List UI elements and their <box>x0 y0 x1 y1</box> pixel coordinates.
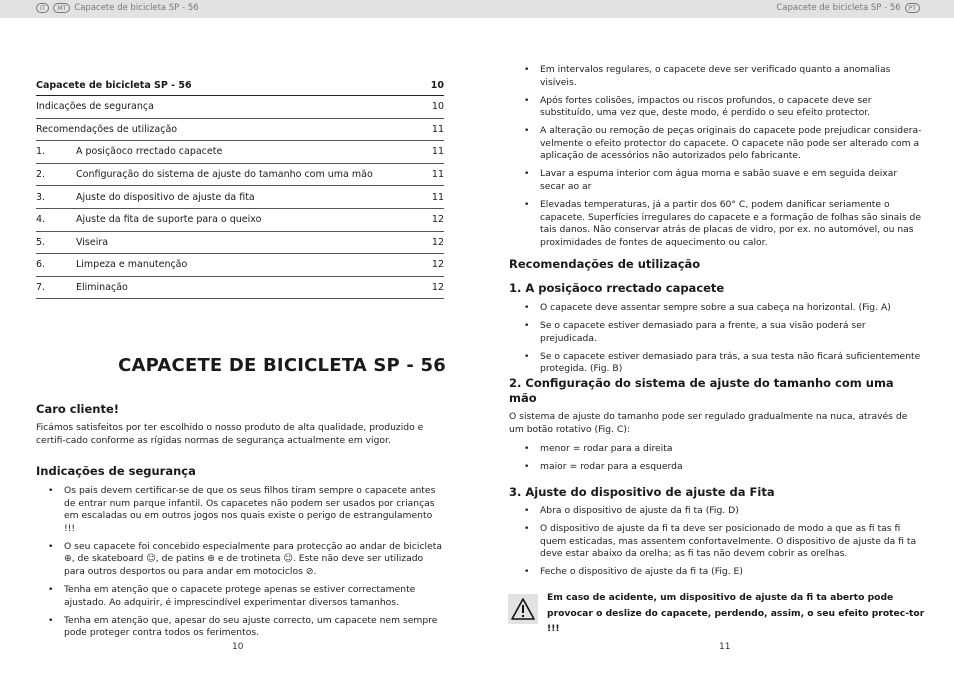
toc-row[interactable] <box>36 277 444 300</box>
toc-label: Viseira <box>76 236 109 248</box>
toc-page: 12 <box>431 259 444 271</box>
toc-num: 4. <box>36 214 46 226</box>
warning-text: Em caso de acidente, um dispositivo de ajuste da fi ta aberto pode provocar o deslize do capacete, perdendo, assim, o seu efeito protec-tor !!! <box>547 592 925 634</box>
section-2-text: O sistema de ajuste do tamanho pode ser regulado gradualmente na nuca, através de um botão rotativo (Fig. C): <box>509 411 908 435</box>
list-item: • menor = rodar para a direita <box>508 443 922 456</box>
list-item: • O capacete deve assentar sempre sobre a sua cabeça na horizontal. (Fig. A) <box>508 302 922 315</box>
section-3-list <box>508 505 922 584</box>
header-right-title: Capacete de bicicleta SP - 56 <box>776 3 901 13</box>
toc-row[interactable] <box>36 254 444 277</box>
toc-title: Capacete de bicicleta SP - 56 <box>36 80 192 91</box>
toc-page: 11 <box>431 123 444 135</box>
language-badge-it: IT <box>36 3 49 13</box>
toc-num: 2. <box>36 169 46 181</box>
language-badge-mt: MT <box>53 3 70 13</box>
warning-triangle-icon <box>508 594 538 624</box>
toc-label: Recomendações de utilização <box>36 123 178 135</box>
list-item: • Feche o dispositivo de ajuste da fi ta (Fig. E) <box>508 566 922 579</box>
toc-label: Eliminação <box>76 282 128 294</box>
toc-row[interactable] <box>36 209 444 232</box>
list-item: • Em intervalos regulares, o capacete deve ser verificado quanto a anomalias visíveis. <box>508 64 922 89</box>
list-item: • Elevadas temperaturas, já a partir dos 60° C, podem danificar seriamente o capacete. Superfícies irregulares do capacete e a formação de folhas são sinais de tais danos. Não conservar atrás de placas de vidro, por ex. no automóvel, ou nas proximidades de fontes de aquecimento ou calor. <box>508 199 922 249</box>
toc-page: 11 <box>431 169 444 181</box>
section-1-list <box>508 302 922 381</box>
toc-label: A posiçãoco rrectado capacete <box>76 146 223 158</box>
language-badge-pt: PT <box>905 3 920 13</box>
list-item: • Abra o dispositivo de ajuste da fi ta (Fig. D) <box>508 505 922 518</box>
page-number-right: 11 <box>719 642 731 652</box>
safety-list <box>32 485 444 645</box>
usage-heading: Recomendações de utilização <box>509 257 701 271</box>
section-1-heading: 1. A posiçãoco rrectado capacete <box>509 281 725 295</box>
toc-page: 12 <box>431 214 444 226</box>
list-item: • Se o capacete estiver demasiado para trás, a sua testa não ficará suficientemente protegida. (Fig. B) <box>508 351 922 376</box>
toc-row[interactable] <box>36 164 444 187</box>
list-item: • Lavar a espuma interior com água morna e sabão suave e em seguida deixar secar ao ar <box>508 168 922 193</box>
toc-page: 11 <box>431 191 444 203</box>
list-item: • Após fortes colisões, impactos ou riscos profundos, o capacete deve ser substituído, uma vez que, deste modo, é perdido o seu efeito protector. <box>508 95 922 120</box>
toc-num: 6. <box>36 259 46 271</box>
list-item: • O seu capacete foi concebido especialmente para protecção ao andar de bicicleta ⊕, de skateboard ☺, de patins ⊛ e de trotineta ☺. Este não deve ser utilizado para outros desportos ou para andar em motociclos ⊘. <box>32 541 444 579</box>
header-left-title: Capacete de bicicleta SP - 56 <box>74 3 199 13</box>
toc-page: 12 <box>431 282 444 294</box>
toc-label: Limpeza e manutenção <box>76 259 188 271</box>
toc-label: Ajuste do dispositivo de ajuste da fita <box>76 191 255 203</box>
list-item: • maior = rodar para a esquerda <box>508 461 922 474</box>
toc-row[interactable] <box>36 141 444 164</box>
toc-label: Configuração do sistema de ajuste do tamanho com uma mão <box>76 169 373 181</box>
toc-row[interactable] <box>36 119 444 142</box>
toc-row[interactable] <box>36 232 444 255</box>
toc-num: 7. <box>36 282 46 294</box>
toc-num: 3. <box>36 191 46 203</box>
toc-page: 11 <box>431 146 444 158</box>
list-item: • Tenha em atenção que, apesar do seu ajuste correcto, um capacete nem sempre pode proteger contra todos os ferimentos. <box>32 615 444 640</box>
toc-row[interactable] <box>36 186 444 209</box>
toc-page: 10 <box>431 101 444 113</box>
section-2-heading: 2. Configuração do sistema de ajuste do tamanho com uma mão <box>509 376 894 405</box>
table-of-contents <box>36 80 444 299</box>
toc-label: Ajuste da fita de suporte para o queixo <box>76 214 262 226</box>
section-2-list <box>508 443 922 479</box>
toc-row[interactable] <box>36 96 444 119</box>
caro-cliente-heading: Caro cliente! <box>36 402 120 416</box>
toc-num: 1. <box>36 146 46 158</box>
list-item: • Os pais devem certificar-se de que os seus filhos tiram sempre o capacete antes de entrar num parque infantil. Os capacetes não podem ser usados por crianças em escaladas ou em outros jogos nos quais existe o perigo de estrangulamento !!! <box>32 485 444 535</box>
toc-title-page: 10 <box>430 80 444 91</box>
list-item: • Tenha em atenção que o capacete protege apenas se estiver correctamente ajustado. Ao adquirir, é imprescindível experimentar diversos tamanhos. <box>32 584 444 609</box>
toc-num: 5. <box>36 236 46 248</box>
list-item: • Se o capacete estiver demasiado para a frente, a sua visão poderá ser prejudicada. <box>508 320 922 345</box>
general-list <box>508 64 922 255</box>
header-right <box>776 3 920 13</box>
page-title: CAPACETE DE BICICLETA SP - 56 <box>118 355 446 376</box>
toc-label: Indicações de segurança <box>36 101 154 113</box>
header-left <box>36 3 199 13</box>
toc-page: 12 <box>431 236 444 248</box>
caro-cliente-text: Ficámos satisfeitos por ter escolhido o nosso produto de alta qualidade, produzido e certifi-cado conforme as rígidas normas de segurança actualmente em vigor. <box>36 422 424 446</box>
toc-title-row[interactable] <box>36 80 444 96</box>
list-item: • A alteração ou remoção de peças originais do capacete pode prejudicar considera-velmente o efeito protector do capacete. O capacete não pode ser alterado com a aplicação de acessórios não autorizados pelo fabricante. <box>508 125 922 163</box>
list-item: • O dispositivo de ajuste da fi ta deve ser posicionado de modo a que as fi tas fi quem esticadas, mas assentem confortavelmente. O dispositivo de ajuste da fi ta deve estar abaixo da orelha; as fi tas não devem cobrir as orelhas. <box>508 523 922 561</box>
section-3-heading: 3. Ajuste do dispositivo de ajuste da Fita <box>509 485 775 499</box>
safety-heading: Indicações de segurança <box>36 464 196 478</box>
page-number-left: 10 <box>232 642 244 652</box>
